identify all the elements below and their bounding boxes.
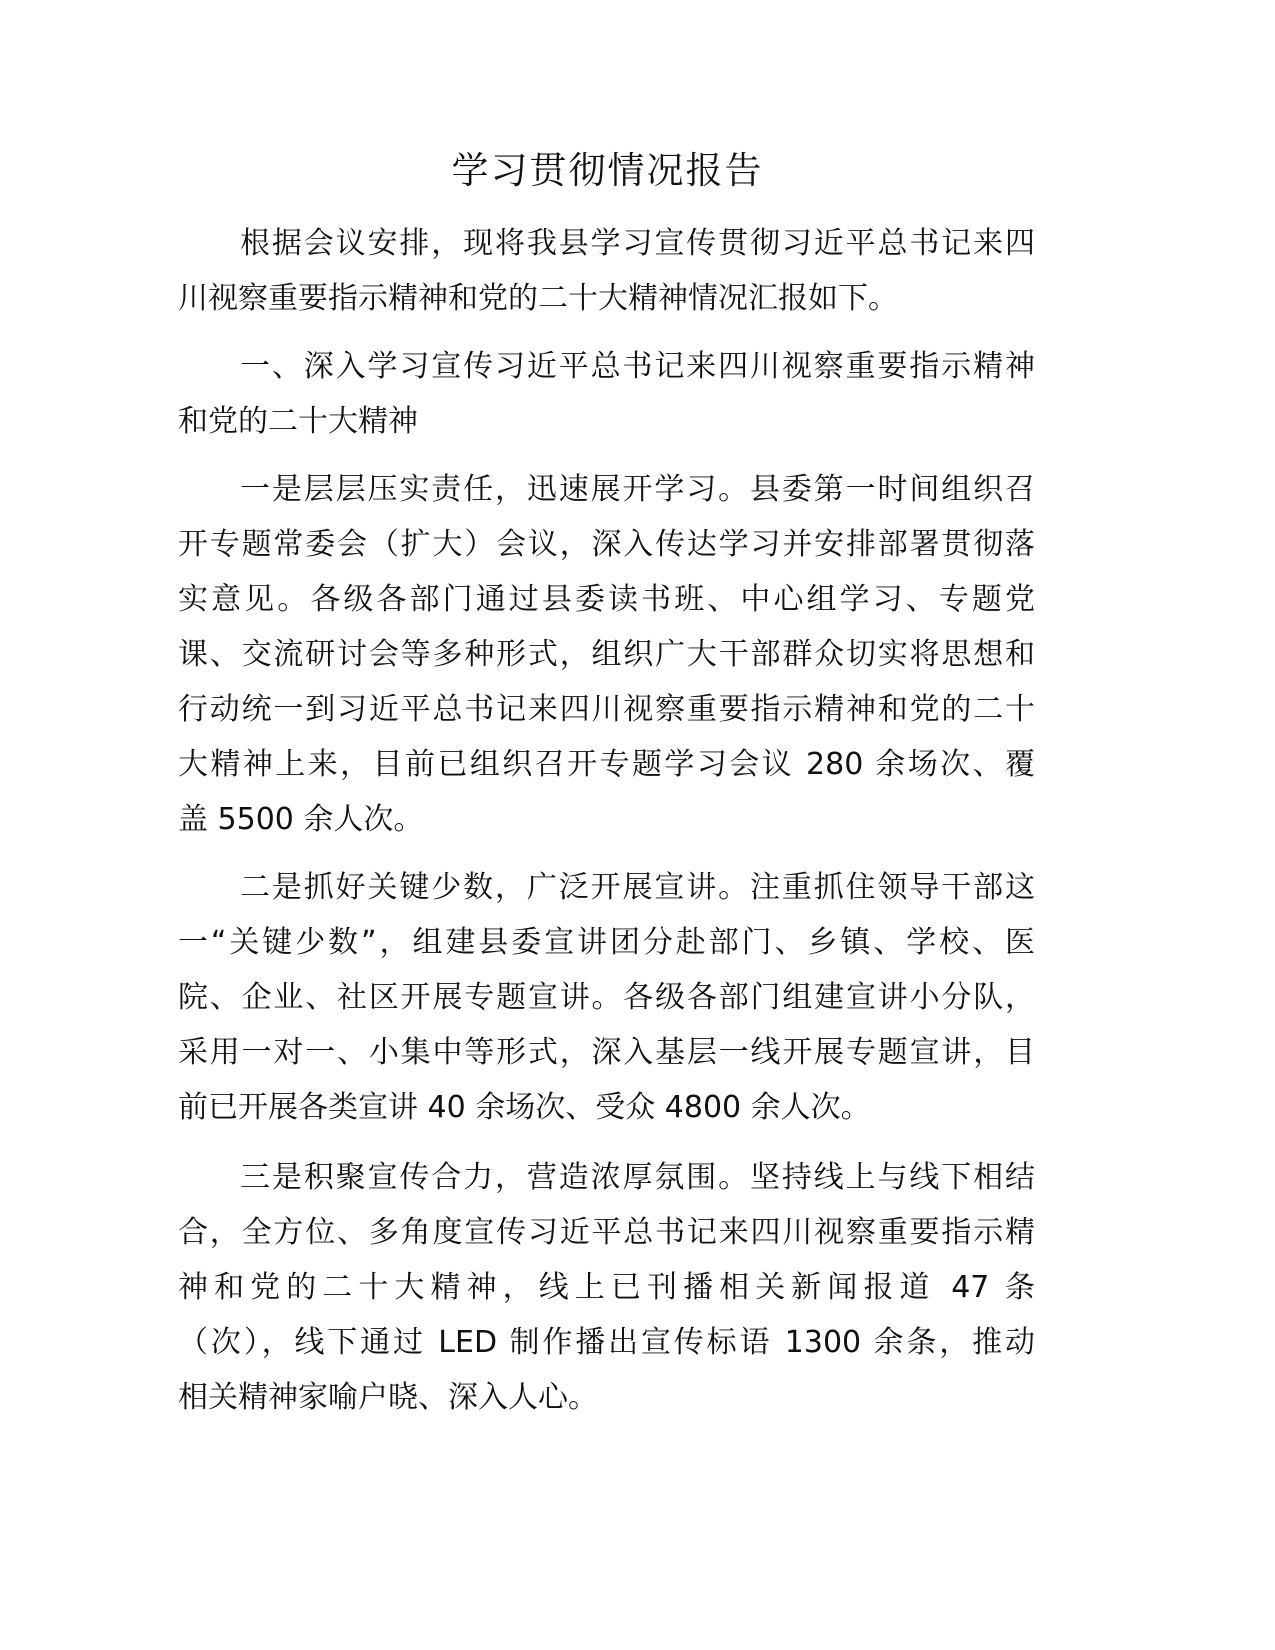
paragraph-line: 院、企业、社区开展专题宣讲。各级各部门组建宣讲小分队， [178,980,1035,1015]
paragraph-line: （次），线下通过 LED 制作播出宣传标语 1300 余条，推动 [178,1325,1035,1360]
paragraph-line: 合，全方位、多角度宣传习近平总书记来四川视察重要指示精 [178,1215,1035,1250]
paragraph-line: 前已开展各类宣讲 40 余场次、受众 4800 余人次。 [178,1090,871,1125]
paragraph [178,339,1035,449]
paragraph-line: 川视察重要指示精神和党的二十大精神情况汇报如下。 [178,281,898,316]
paragraph [178,860,1035,1135]
paragraph-line: 大精神上来，目前已组织召开专题学习会议 280 余场次、覆 [178,747,1035,782]
paragraph-line: 二是抓好关键少数，广泛开展宣讲。注重抓住领导干部这 [240,870,1035,905]
paragraph-line: 相关精神家喻户晓、深入人心。 [178,1380,598,1415]
paragraph [178,462,1035,847]
paragraph-line: 课、交流研讨会等多种形式，组织广大干部群众切实将思想和 [178,637,1035,672]
paragraph-line: 根据会议安排，现将我县学习宣传贯彻习近平总书记来四 [240,226,1035,261]
paragraph-line: 实意见。各级各部门通过县委读书班、中心组学习、专题党 [178,582,1035,617]
paragraph-line: 三是积聚宣传合力，营造浓厚氛围。坚持线上与线下相结 [240,1160,1035,1195]
paragraph-line: 采用一对一、小集中等形式，深入基层一线开展专题宣讲，目 [178,1035,1035,1070]
paragraph-line: 神和党的二十大精神，线上已刊播相关新闻报道 47 条 [178,1270,1035,1305]
paragraph-line: 一是层层压实责任，迅速展开学习。县委第一时间组织召 [240,472,1035,507]
paragraph-line: 和党的二十大精神 [178,404,418,439]
paragraph-line: 一“关键少数”，组建县委宣讲团分赴部门、乡镇、学校、医 [178,925,1035,960]
document-title: 学习贯彻情况报告 [451,149,764,192]
paragraph [178,216,1035,326]
paragraph-line: 盖 5500 余人次。 [178,802,424,837]
paragraph [178,1150,1035,1425]
paragraph-line: 行动统一到习近平总书记来四川视察重要指示精神和党的二十 [178,692,1035,727]
paragraph-line: 开专题常委会（扩大）会议，深入传达学习并安排部署贯彻落 [178,527,1035,562]
paragraph-line: 一、深入学习宣传习近平总书记来四川视察重要指示精神 [240,349,1035,384]
